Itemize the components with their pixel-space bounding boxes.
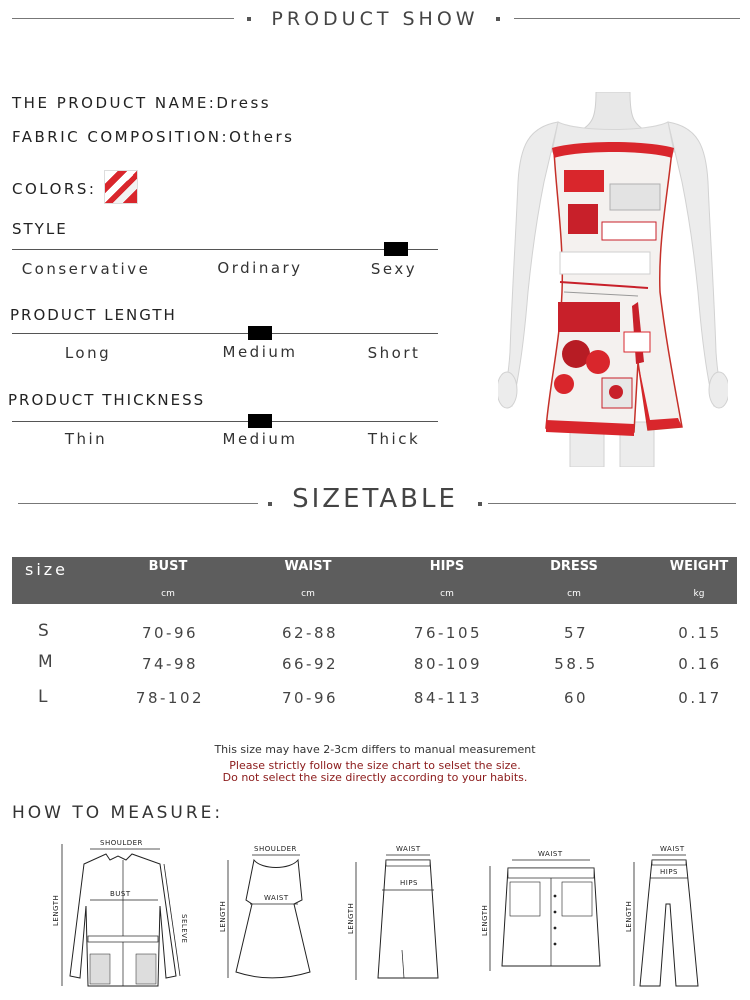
pants-hips-label: HIPS bbox=[660, 868, 678, 876]
row-hips: 76-105 bbox=[413, 624, 483, 642]
style-option-ordinary: Ordinary bbox=[217, 259, 303, 277]
size-column-header: size bbox=[25, 560, 69, 579]
row-dress: 58.5 bbox=[554, 655, 598, 673]
style-option-sexy: Sexy bbox=[370, 260, 418, 278]
fabric-value: Others bbox=[229, 128, 295, 146]
heading-dot-right bbox=[496, 17, 500, 21]
style-label: STYLE bbox=[12, 220, 68, 238]
product-name-value: Dress bbox=[216, 94, 272, 112]
sizetable-heading bbox=[0, 484, 750, 516]
fabric-composition bbox=[12, 128, 294, 146]
bust-unit: cm bbox=[161, 589, 175, 599]
skirt-waist-label: WAIST bbox=[396, 845, 421, 853]
heading-rule-right bbox=[514, 18, 740, 19]
denim-skirt-diagram bbox=[476, 846, 606, 976]
length-option-short: Short bbox=[367, 344, 421, 362]
row-waist: 66-92 bbox=[281, 655, 339, 673]
size-warning-1: Please strictly follow the size chart to selset the size. bbox=[229, 759, 521, 772]
denim-length-label: LENGTH bbox=[481, 904, 489, 936]
bust-column-header: BUST bbox=[148, 559, 188, 574]
weight-column-header: WEIGHT bbox=[669, 559, 729, 574]
thickness-option-medium: Medium bbox=[222, 430, 298, 448]
sizetable-rule-right bbox=[488, 503, 736, 504]
thickness-scale-line bbox=[12, 421, 438, 422]
size-table-header bbox=[12, 557, 737, 604]
length-selected-marker bbox=[248, 326, 272, 340]
length-option-long: Long bbox=[64, 344, 112, 362]
style-option-conservative: Conservative bbox=[21, 260, 151, 278]
product-name bbox=[12, 94, 271, 112]
row-bust: 70-96 bbox=[141, 624, 199, 642]
product-show-title: PRODUCT SHOW bbox=[271, 8, 479, 30]
thickness-selected-marker bbox=[248, 414, 272, 428]
length-label: LENGTH bbox=[52, 894, 60, 926]
row-hips: 84-113 bbox=[413, 689, 483, 707]
how-to-measure-title: HOW TO MEASURE: bbox=[12, 803, 224, 823]
measurement-note: This size may have 2-3cm differs to manual measurement bbox=[214, 743, 536, 756]
skirt-diagram bbox=[342, 842, 447, 987]
thickness-option-thick: Thick bbox=[367, 430, 421, 448]
row-bust: 74-98 bbox=[141, 655, 199, 673]
sizetable-title: SIZETABLE bbox=[292, 484, 458, 514]
waist-column-header: WAIST bbox=[284, 559, 332, 574]
row-size: M bbox=[38, 652, 53, 672]
row-weight: 0.15 bbox=[678, 624, 722, 642]
row-weight: 0.16 bbox=[678, 655, 722, 673]
product-show-heading bbox=[0, 6, 750, 32]
size-warning-2: Do not select the size directly according to your habits. bbox=[222, 771, 528, 784]
style-selected-marker bbox=[384, 242, 408, 256]
row-dress: 60 bbox=[563, 689, 589, 707]
fabric-label: FABRIC COMPOSITION: bbox=[12, 128, 230, 146]
color-swatch[interactable] bbox=[104, 170, 138, 204]
dress-diagram bbox=[214, 840, 314, 985]
length-option-medium: Medium bbox=[222, 343, 298, 361]
length-label: PRODUCT LENGTH bbox=[10, 306, 177, 324]
pants-waist-label: WAIST bbox=[660, 845, 685, 853]
sleeve-label: SELEVE bbox=[180, 914, 188, 944]
dress-column-header: DRESS bbox=[550, 559, 598, 574]
colors-label: COLORS: bbox=[12, 180, 97, 198]
style-scale-line bbox=[12, 249, 438, 250]
skirt-hips-label: HIPS bbox=[400, 879, 418, 887]
sizetable-dot-right bbox=[478, 502, 482, 506]
jacket-diagram bbox=[48, 836, 198, 991]
shoulder-label: SHOULDER bbox=[100, 839, 143, 847]
row-weight: 0.17 bbox=[678, 689, 722, 707]
bust-label: BUST bbox=[110, 890, 131, 898]
denim-waist-label: WAIST bbox=[538, 850, 563, 858]
hips-unit: cm bbox=[440, 589, 454, 599]
row-size: L bbox=[38, 687, 48, 707]
thickness-option-thin: Thin bbox=[64, 430, 108, 448]
dress-shoulder-label: SHOULDER bbox=[254, 845, 297, 853]
product-name-label: THE PRODUCT NAME: bbox=[12, 94, 217, 112]
product-photo bbox=[498, 92, 728, 467]
row-bust: 78-102 bbox=[135, 689, 205, 707]
weight-unit: kg bbox=[693, 589, 705, 599]
pants-diagram bbox=[620, 840, 710, 990]
pants-length-label: LENGTH bbox=[625, 900, 633, 932]
row-dress: 57 bbox=[563, 624, 589, 642]
dress-unit: cm bbox=[567, 589, 581, 599]
thickness-label: PRODUCT THICKNESS bbox=[8, 391, 206, 409]
hips-column-header: HIPS bbox=[429, 559, 465, 574]
skirt-length-label: LENGTH bbox=[347, 902, 355, 934]
row-waist: 62-88 bbox=[281, 624, 339, 642]
dress-waist-label: WAIST bbox=[264, 894, 289, 902]
row-size: S bbox=[38, 621, 49, 641]
row-waist: 70-96 bbox=[281, 689, 339, 707]
waist-unit: cm bbox=[301, 589, 315, 599]
dress-length-label: LENGTH bbox=[219, 900, 227, 932]
row-hips: 80-109 bbox=[413, 655, 483, 673]
length-scale-line bbox=[12, 333, 438, 334]
